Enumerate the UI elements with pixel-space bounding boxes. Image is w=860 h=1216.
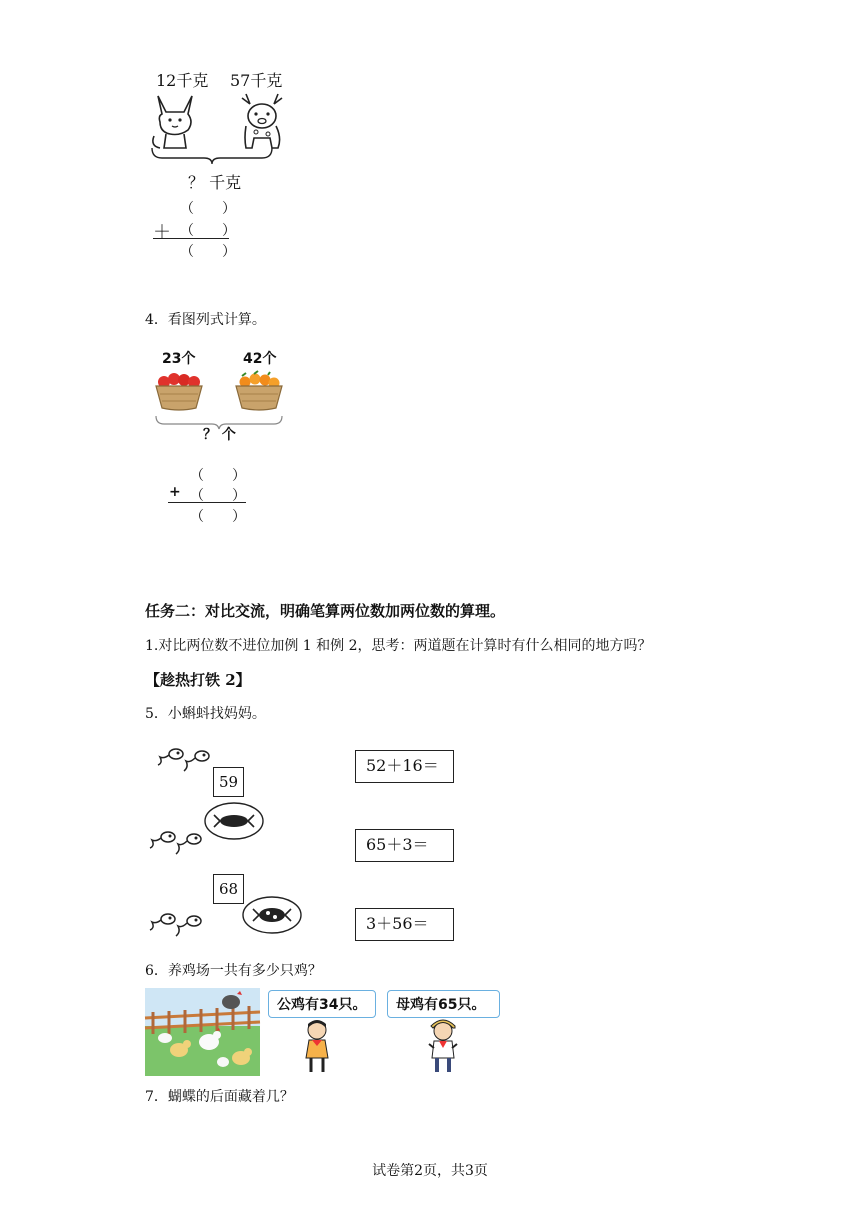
q7-title: 7．蝴蝶的后面藏着几？ <box>145 1089 294 1105</box>
equation-box-3[interactable]: 3＋56＝ <box>355 908 454 941</box>
fox-icon <box>150 92 200 150</box>
task2-question-1: 1.对比两位数不进位加例 1 和例 2，思考：两道题在计算时有什么相同的地方吗？ <box>145 638 652 654</box>
mother-frog-icon <box>242 896 302 934</box>
deer-icon <box>236 92 288 150</box>
calc-row-2: （ ） <box>180 223 236 239</box>
fruit-total-label: ？ 个 <box>203 427 236 443</box>
speech-bubble-hen <box>387 990 500 1018</box>
right-weight-label: 57千克 <box>230 71 283 90</box>
q6-title: 6．养鸡场一共有多少只鸡？ <box>145 963 322 979</box>
q4-title: 4．看图列式计算。 <box>145 312 266 328</box>
orange-count-label: 42个 <box>243 351 277 367</box>
page-footer: 试卷第2页，共3页 <box>372 1163 488 1179</box>
tadpoles-icon <box>150 910 204 938</box>
total-brace <box>150 146 274 166</box>
girl-icon <box>300 1018 334 1076</box>
answer-box-59[interactable]: 59 <box>213 767 244 797</box>
equation-box-1[interactable]: 52＋16＝ <box>355 750 454 783</box>
chicken-farm-image <box>145 988 260 1076</box>
calc-row-3: （ ） <box>180 244 236 260</box>
mother-frog-icon <box>204 802 264 840</box>
apple-count-label: 23个 <box>162 351 196 367</box>
orange-basket-icon <box>234 370 284 412</box>
speech-bubble-rooster <box>268 990 376 1018</box>
tadpoles-icon <box>150 828 204 856</box>
fruit-calc-row-2: （ ） <box>190 488 246 504</box>
total-weight-label: ？ 千克 <box>188 173 242 192</box>
calc-line <box>153 238 229 239</box>
tadpoles-icon <box>158 745 212 773</box>
answer-box-68[interactable]: 68 <box>213 874 244 904</box>
fruit-calc-line <box>168 502 246 503</box>
fruit-calc-row-1: （ ） <box>190 468 246 484</box>
rooster-count-text: 公鸡有34只。 <box>277 997 367 1013</box>
boy-icon <box>425 1018 461 1076</box>
calc-row-1: （ ） <box>180 201 236 217</box>
practice-heading: 【趁热打铁 2】 <box>145 671 251 689</box>
hen-count-text: 母鸡有65只。 <box>396 997 486 1013</box>
fruit-plus-sign: + <box>169 484 181 500</box>
left-weight-label: 12千克 <box>156 71 209 90</box>
q5-title: 5．小蝌蚪找妈妈。 <box>145 706 266 722</box>
equation-box-2[interactable]: 65＋3＝ <box>355 829 454 862</box>
fruit-calc-row-3: （ ） <box>190 509 246 525</box>
apple-basket-icon <box>154 370 204 412</box>
task2-heading: 任务二：对比交流，明确笔算两位数加两位数的算理。 <box>145 602 506 620</box>
plus-sign: ＋ <box>153 222 171 243</box>
